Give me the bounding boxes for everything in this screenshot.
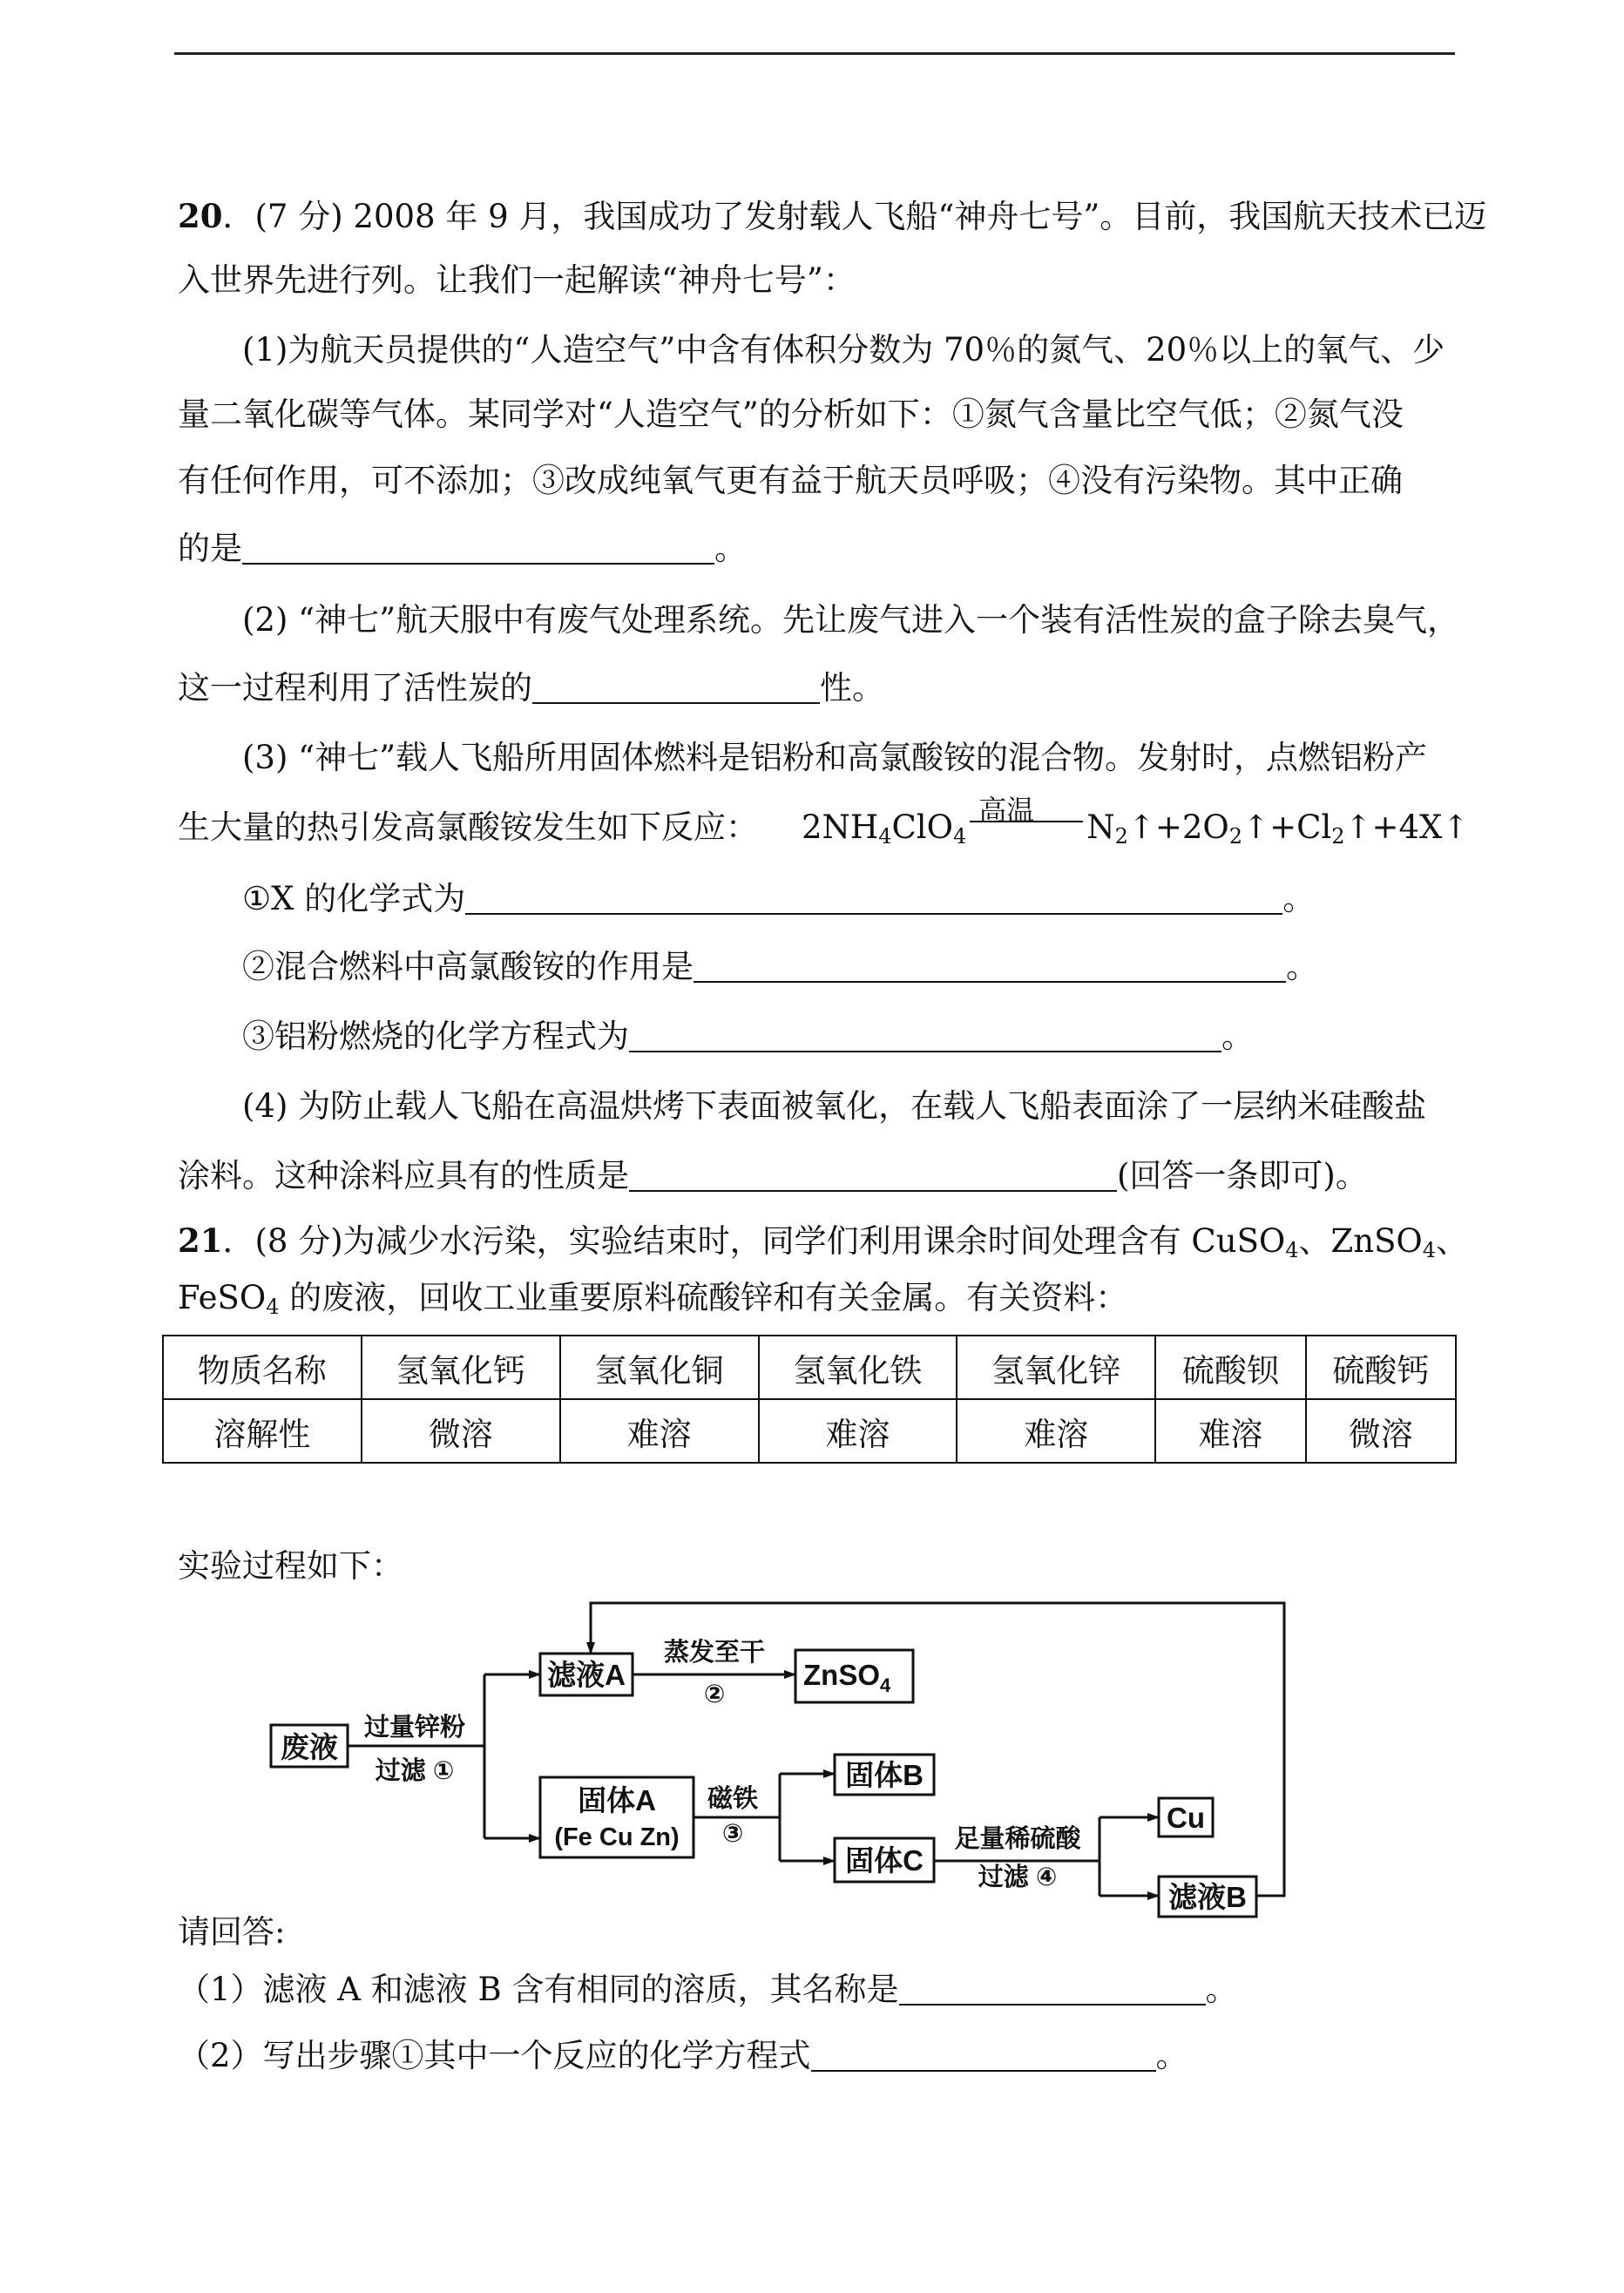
q21-question-1: （1）滤液 A 和滤液 B 含有相同的溶质，其名称是 。 [178, 1971, 1238, 2008]
table-cell: 微溶 [1306, 1399, 1456, 1463]
solid-a-composition: (Fe Cu Zn) [554, 1823, 680, 1851]
q20-sub2: ②混合燃料中高氯酸铵的作用是 。 [242, 948, 1318, 985]
solid-a-label: 固体A [578, 1784, 656, 1816]
step4-label: 过滤 ④ [978, 1863, 1058, 1891]
filtrate-b-label: 滤液B [1168, 1881, 1247, 1913]
table-cell: 氢氧化铜 [560, 1336, 759, 1399]
table-cell: 硫酸钡 [1155, 1336, 1305, 1399]
table-cell: 难溶 [759, 1399, 957, 1463]
step1-bottom-label: 过滤 ① [375, 1757, 455, 1785]
reaction-condition-arrow: 高温 [970, 807, 1083, 842]
q21-question-2: （2）写出步骤①其中一个反应的化学方程式 。 [178, 2037, 1188, 2074]
magnet-label: 磁铁 [707, 1785, 759, 1813]
q20-part1-line-1: (1)为航天员提供的“人造空气”中含有体积分数为 70％的氮气、20％以上的氧气、少 [242, 331, 1445, 369]
q20-line-2: 入世界先进行列。让我们一起解读“神舟七号”： [178, 261, 856, 299]
q20-part1-line-3: 有任何作用，可不添加；③改成纯氧气更有益于航天员呼吸；④没有污染物。其中正确 [178, 462, 1403, 499]
table-cell: 氢氧化锌 [957, 1336, 1155, 1399]
table-cell: 物质名称 [163, 1336, 362, 1399]
answer-blank-7[interactable] [899, 1972, 1206, 2006]
q20-number: 20 [178, 197, 223, 235]
table-cell: 难溶 [1155, 1399, 1305, 1463]
table-cell: 微溶 [362, 1399, 560, 1463]
reaction-equation: $2NH_4ClO_4$ 高温 $N_2↑+2O_2↑+Cl_2↑+4X↑$ [802, 794, 1470, 849]
q20-sub3: ③铝粉燃烧的化学方程式为 。 [242, 1018, 1254, 1055]
acid-label: 足量稀硫酸 [954, 1825, 1081, 1853]
q20-part3-line-1: (3) “神七”载人飞船所用固体燃料是铝粉和高氯酸铵的混合物。发射时，点燃铝粉产 [242, 739, 1428, 776]
step2-label: ② [703, 1681, 726, 1708]
q20-part4-line-1: (4) 为防止载人飞船在高温烘烤下表面被氧化，在载人飞船表面涂了一层纳米硅酸盐 [242, 1087, 1427, 1125]
table-cell: 难溶 [560, 1399, 759, 1463]
znso4-label: ZnSO$_4$ [803, 1659, 891, 1696]
step3-label: ③ [721, 1820, 744, 1848]
q20-part3-line-2: 生大量的热引发高氯酸铵发生如下反应： $2NH_4ClO_4$ 高温 $N_2↑+2O_2↑+Cl_2↑+4X↑$ [178, 794, 1470, 849]
q20-part1-line-2: 量二氧化碳等气体。某同学对“人造空气”的分析如下：①氮气含量比空气低；②氮气没 [178, 396, 1404, 433]
process-intro: 实验过程如下： [178, 1547, 403, 1585]
q20-part2-line-1: (2) “神七”航天服中有废气处理系统。先让废气进入一个装有活性炭的盒子除去臭气， [242, 601, 1460, 639]
q21-number: 21 [178, 1221, 223, 1260]
answer-intro: 请回答: [178, 1913, 286, 1951]
cu-label: Cu [1167, 1802, 1205, 1834]
answer-blank-8[interactable] [811, 2039, 1156, 2072]
table-cell: 硫酸钙 [1306, 1336, 1456, 1399]
q21-line-2: FeSO$_4$ 的废液，回收工业重要原料硫酸锌和有关金属。有关资料： [178, 1279, 1128, 1319]
q20-line-1: 20．(7 分) 2008 年 9 月，我国成功了发射载人飞船“神舟七号”。目前，我国航天技术已迈 [178, 197, 1487, 235]
q20-part4-line-2: 涂料。这种涂料应具有的性质是 (回答一条即可)。 [178, 1157, 1368, 1194]
q20-part2-line-2: 这一过程利用了活性炭的 性。 [178, 669, 884, 707]
q20-sub1: ①X 的化学式为 。 [242, 880, 1316, 917]
evaporate-label: 蒸发至干 [663, 1639, 766, 1667]
table-cell: 溶解性 [163, 1399, 362, 1463]
step1-top-label: 过量锌粉 [363, 1714, 466, 1742]
table-cell: 氢氧化钙 [362, 1336, 560, 1399]
q20-part1-line-4: 的是 。 [178, 530, 747, 567]
filtrate-a-label: 滤液A [547, 1659, 626, 1691]
q21-line-1: 21．(8 分)为减少水污染，实验结束时，同学们利用课余时间处理含有 CuSO$_4$、ZnSO$_4$、 [178, 1221, 1469, 1262]
waste-label: 废液 [281, 1731, 338, 1763]
solid-c-label: 固体C [845, 1844, 924, 1877]
table-cell: 难溶 [957, 1399, 1155, 1463]
solid-b-label: 固体B [845, 1759, 924, 1791]
table-cell: 氢氧化铁 [759, 1336, 957, 1399]
